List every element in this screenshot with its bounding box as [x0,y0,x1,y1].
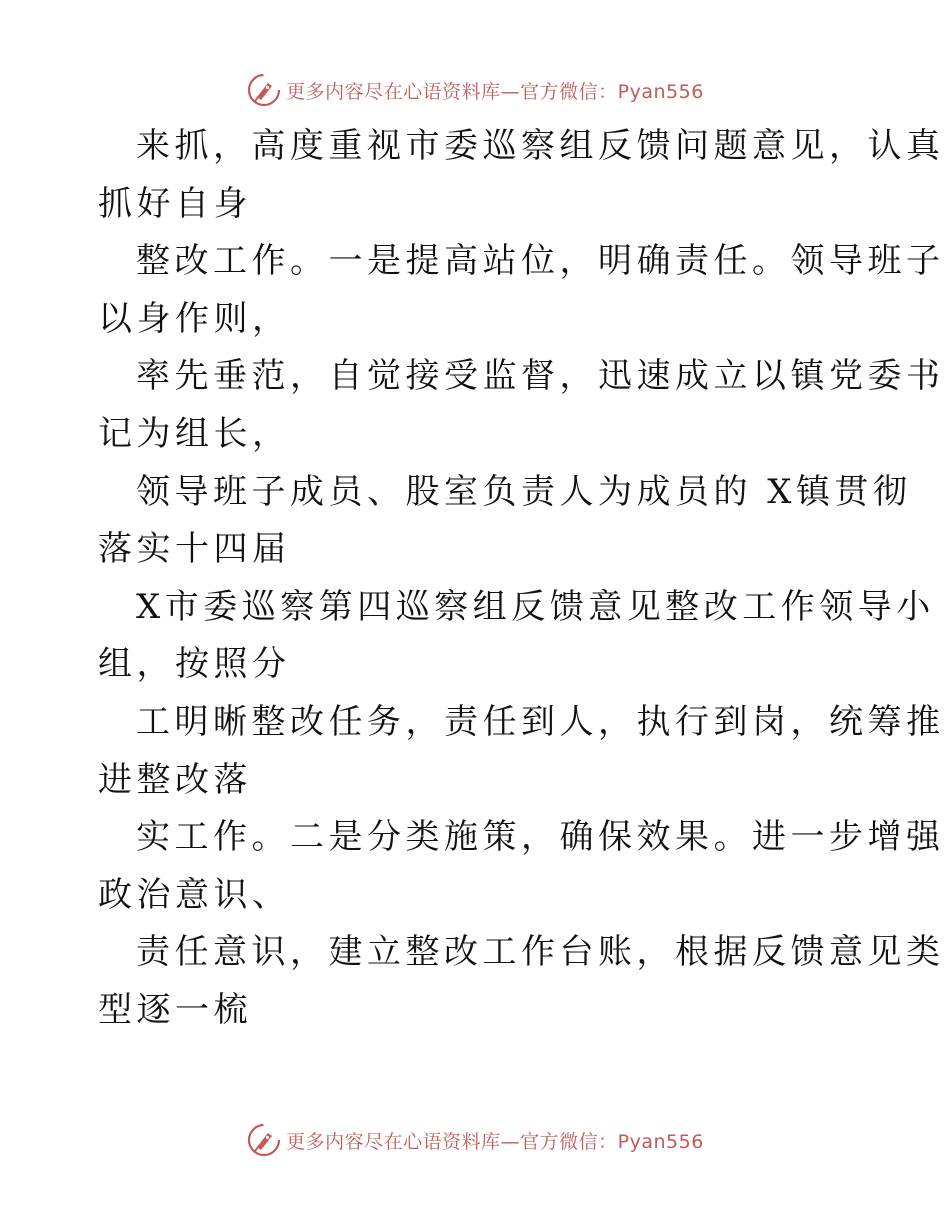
paragraph [98,579,935,694]
text-line: 率先垂范，自觉接受监督，迅速成立以镇党委书 [136,356,945,397]
paragraph [98,118,945,233]
text-line: 组，按照分 [98,644,291,685]
text-line: 落实十四届 [98,529,291,570]
text-line: 整改工作。一是提高站位，明确责任。领导班子 [136,241,945,282]
paragraph [98,924,945,1039]
text-line: 型逐一梳 [98,989,252,1030]
watermark-text: 更多内容尽在心语资料库—官方微信：Pyan556 [286,1130,704,1153]
text-line: 责任意识，建立整改工作台账，根据反馈意见类 [136,932,945,973]
footer-watermark [0,1118,950,1162]
paragraph [98,464,912,579]
header-watermark [0,68,950,112]
text-line: 来抓，高度重视市委巡察组反馈问题意见，认真 [136,126,945,166]
text-line: 实工作。二是分类施策，确保效果。进一步增强 [136,817,945,858]
text-line: 领导班子成员、股室负责人为成员的 X镇贯彻 [136,471,912,512]
text-line: 工明晰整改任务，责任到人，执行到岗，统筹推 [136,701,945,742]
text-line: 政治意识、 [98,874,291,915]
paragraph [98,233,945,348]
paragraph [98,809,945,924]
paragraph [98,694,945,809]
watermark-text: 更多内容尽在心语资料库—官方微信：Pyan556 [286,80,704,103]
pen-nib-logo-icon [246,1122,282,1158]
text-line: 记为组长， [98,413,291,454]
text-line: 抓好自身 [98,183,252,224]
text-line: X市委巡察第四巡察组反馈意见整改工作领导小 [136,586,935,627]
paragraph [98,348,945,463]
document-body [98,118,945,1040]
text-line: 以身作则， [98,298,291,339]
pen-nib-logo-icon [246,72,282,108]
text-line: 进整改落 [98,759,252,800]
